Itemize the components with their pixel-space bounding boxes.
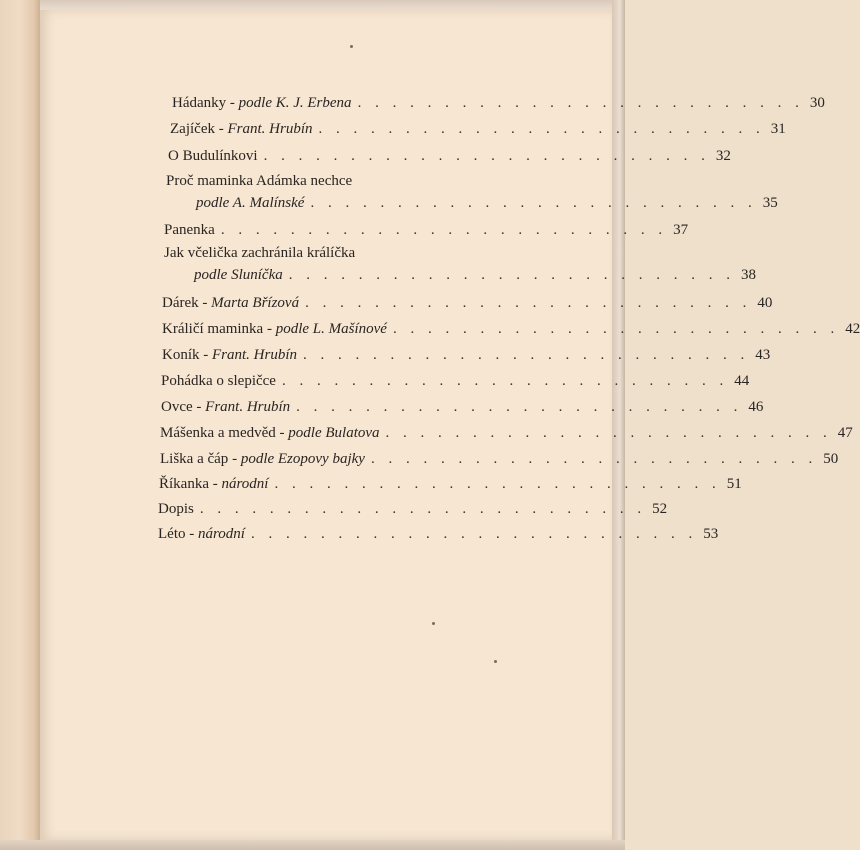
toc-entry-page: 47	[837, 425, 853, 441]
toc-entry-page: 46	[748, 399, 764, 415]
toc-entry-page: 37	[673, 222, 689, 238]
toc-entry-page: 50	[823, 451, 839, 467]
toc-entry-page: 31	[770, 121, 786, 137]
toc-entry	[161, 373, 750, 390]
dot-leader: . . . . . . . . . . . . . . . . . . . . . . . . . .	[250, 526, 698, 542]
toc-entry-separator: -	[199, 347, 212, 363]
toc-entry-title: Dárek	[162, 295, 199, 311]
toc-entry-title: Panenka	[164, 222, 215, 238]
dot-leader: . . . . . . . . . . . . . . . . . . . . . . . . . .	[385, 425, 832, 441]
toc-entry	[161, 399, 764, 416]
toc-entry-second-line	[166, 195, 778, 212]
toc-entry-author: národní	[221, 476, 269, 492]
toc-entry	[162, 347, 771, 364]
toc-entry-author: Frant. Hrubín	[212, 347, 298, 363]
toc-entry-title: Ovce	[161, 399, 193, 415]
toc-entry-author: podle A. Malínské	[196, 195, 305, 211]
toc-entry-page: 52	[652, 501, 668, 517]
toc-entry-page: 42	[845, 321, 860, 337]
toc-entry-title: Pohádka o slepičce	[161, 373, 276, 389]
toc-entry-page: 43	[755, 347, 771, 363]
toc-entry-author: podle L. Mašínové	[275, 321, 387, 337]
toc-entry	[162, 295, 773, 312]
toc-entry-title: Dopis	[158, 501, 194, 517]
toc-entry	[172, 95, 825, 112]
toc-entry-title: Liška a čáp	[160, 451, 229, 467]
toc-entry-author: Frant. Hrubín	[205, 399, 291, 415]
toc-entry	[160, 425, 853, 442]
toc-entry-author: podle Ezopovy bajky	[240, 451, 365, 467]
page-edge-bottom	[0, 840, 625, 850]
dot-leader: . . . . . . . . . . . . . . . . . . . . . . . . . .	[263, 148, 710, 164]
toc-entry-title: Zajíček	[170, 121, 215, 137]
paper-speck	[494, 660, 497, 663]
toc-entry-author: Frant. Hrubín	[227, 121, 313, 137]
dot-leader: . . . . . . . . . . . . . . . . . . . . . . . . . .	[310, 195, 757, 211]
toc-entry	[166, 173, 778, 212]
toc-entry-title: Mášenka a medvěd	[160, 425, 276, 441]
toc-entry	[168, 148, 731, 165]
toc-entry-separator: -	[275, 425, 289, 441]
dot-leader: . . . . . . . . . . . . . . . . . . . . . . . . . .	[305, 295, 752, 311]
dot-leader: . . . . . . . . . . . . . . . . . . . . . . . . . .	[199, 501, 647, 517]
toc-entry-separator: -	[209, 476, 222, 492]
dot-leader: . . . . . . . . . . . . . . . . . . . . . . . . . .	[281, 373, 729, 389]
toc-entry-separator: -	[214, 121, 228, 137]
toc-entry-page: 53	[703, 526, 719, 542]
dot-leader: . . . . . . . . . . . . . . . . . . . . . . . . . .	[318, 121, 765, 137]
toc-entry-second-line	[164, 267, 756, 284]
toc-entry-author: podle Bulatova	[288, 425, 380, 441]
toc-entry-separator: -	[226, 95, 239, 111]
toc-entry-separator: -	[185, 526, 198, 542]
toc-entry-author: podle K. J. Erbena	[238, 95, 352, 111]
dot-leader: . . . . . . . . . . . . . . . . . . . . . . . . . .	[392, 321, 840, 337]
toc-entry-title: Koník	[162, 347, 200, 363]
dot-leader: . . . . . . . . . . . . . . . . . . . . . . . . . .	[274, 476, 721, 492]
toc-entry-page: 32	[715, 148, 731, 164]
dot-leader: . . . . . . . . . . . . . . . . . . . . . . . . . .	[220, 222, 668, 238]
toc-entry-separator: -	[198, 295, 212, 311]
toc-entry-title: Léto	[158, 526, 186, 542]
dot-leader: . . . . . . . . . . . . . . . . . . . . . . . . . .	[370, 451, 818, 467]
toc-entry-page: 44	[734, 373, 750, 389]
toc-entry	[158, 501, 668, 518]
toc-entry	[159, 476, 742, 493]
dot-leader: . . . . . . . . . . . . . . . . . . . . . . . . . .	[296, 399, 743, 415]
dot-leader: . . . . . . . . . . . . . . . . . . . . . . . . . .	[303, 347, 750, 363]
toc-entry	[162, 321, 860, 338]
toc-entry	[164, 245, 756, 284]
toc-entry-title: Králičí maminka	[162, 321, 264, 337]
toc-entry	[164, 222, 689, 239]
toc-entry-author: Marta Břízová	[211, 295, 300, 311]
toc-entry-title: Proč maminka Adámka nechce	[166, 173, 353, 189]
toc-entry-separator: -	[228, 451, 241, 467]
toc-entry-page: 38	[740, 267, 756, 283]
toc-entry	[170, 121, 786, 138]
toc-entry-separator: -	[263, 321, 276, 337]
paper-speck	[432, 622, 435, 625]
toc-entry-author: národní	[198, 526, 245, 542]
toc-entry-page: 35	[762, 195, 778, 211]
toc-entry	[158, 526, 719, 543]
page-edge-top	[40, 0, 625, 10]
dot-leader: . . . . . . . . . . . . . . . . . . . . . . . . . .	[357, 95, 804, 111]
toc-entry-title: Jak včelička zachránila králíčka	[164, 245, 356, 261]
dot-leader: . . . . . . . . . . . . . . . . . . . . . . . . . .	[288, 267, 735, 283]
toc-entry-separator: -	[192, 399, 206, 415]
book-binding	[0, 0, 40, 850]
toc-entry-title: O Budulínkovi	[168, 148, 258, 164]
toc-entry	[160, 451, 839, 468]
toc-entry-page: 30	[809, 95, 825, 111]
paper-speck	[350, 45, 353, 48]
toc-entry-title: Hádanky	[172, 95, 227, 111]
toc-entry-title: Říkanka	[159, 476, 209, 492]
toc-entry-page: 40	[757, 295, 773, 311]
toc-entry-page: 51	[726, 476, 742, 492]
toc-entry-author: podle Sluníčka	[194, 267, 283, 283]
